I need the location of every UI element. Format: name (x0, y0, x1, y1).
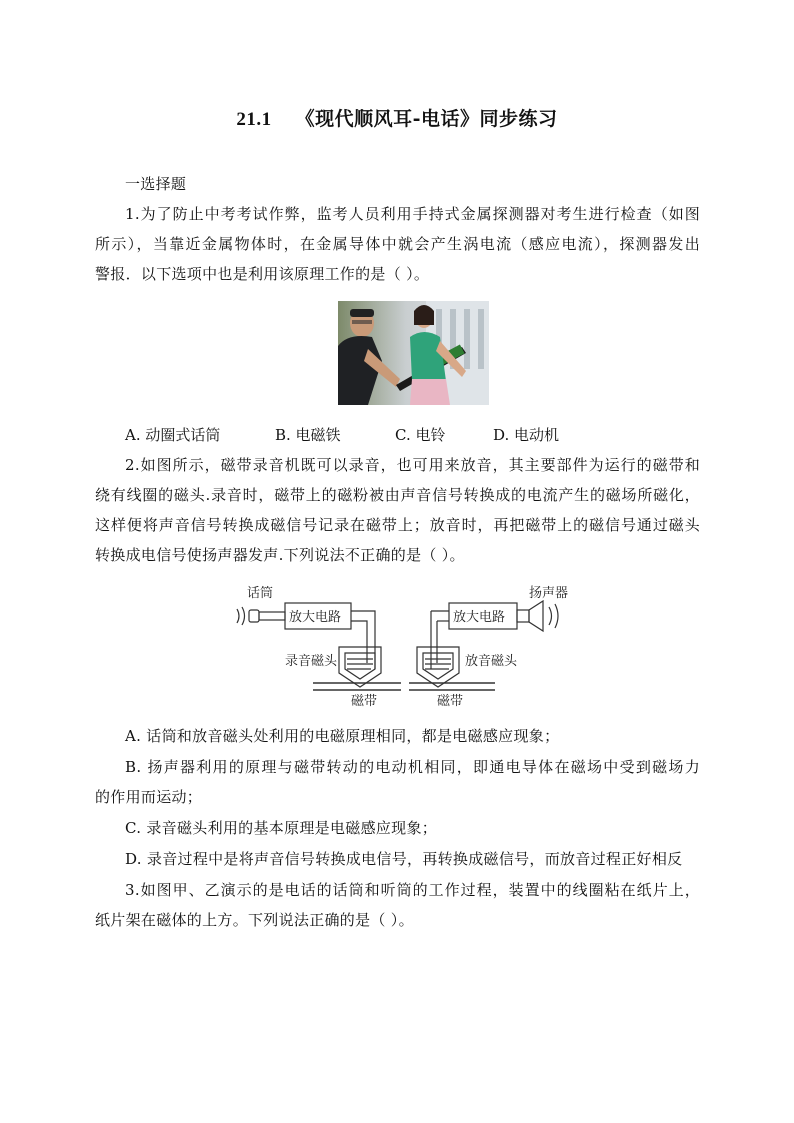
section-heading: 一选择题 (125, 175, 187, 193)
q2-option-d: D. 录音过程中是将声音信号转换成电信号，再转换成磁信号，而放音过程正好相反 (125, 850, 683, 868)
q3-line-1: 3.如图甲、乙演示的是电话的话筒和听筒的工作过程，装置中的线圈粘在纸片上， (125, 881, 700, 899)
speaker-icon (529, 601, 543, 631)
metal-detector-photo (338, 301, 489, 405)
q2-option-c: C. 录音磁头利用的基本原理是电磁感应现象； (125, 819, 438, 837)
q3-line-2: 纸片架在磁体的上方。下列说法正确的是（ ）。 (95, 911, 414, 929)
page-title (0, 104, 794, 131)
q1-line-1: 1.为了防止中考考试作弊，监考人员利用手持式金属探测器对考生进行检查（如图 (125, 205, 700, 223)
q2-option-b-cont: 的作用而运动； (95, 788, 203, 806)
tape-recorder-diagram (233, 583, 575, 711)
q1-option-b: B. 电磁铁 (275, 426, 341, 444)
q1-options (125, 424, 559, 445)
q1-option-c: C. 电铃 (395, 426, 446, 444)
title-number: 21.1 (236, 109, 272, 130)
label-amp-left: 放大电路 (289, 610, 342, 625)
q2-line-2: 绕有线圈的磁头.录音时，磁带上的磁粉被由声音信号转换成的电流产生的磁场所磁化， (95, 486, 700, 504)
q2-option-a: A. 话筒和放音磁头处利用的电磁原理相同，都是电磁感应现象； (125, 727, 560, 745)
q2-line-3: 这样便将声音信号转换成磁信号记录在磁带上；放音时，再把磁带上的磁信号通过磁头 (95, 516, 700, 534)
title-text: 《现代顺风耳-电话》同步练习 (295, 108, 558, 130)
q1-line-2: 所示），当靠近金属物体时，在金属导体中就会产生涡电流（感应电流），探测器发出 (95, 235, 700, 253)
q2-line-1: 2.如图所示，磁带录音机既可以录音，也可用来放音，其主要部件为运行的磁带和 (125, 456, 700, 474)
label-tape-right: 磁带 (437, 694, 464, 709)
label-amp-right: 放大电路 (453, 610, 506, 625)
label-play-head: 放音磁头 (465, 654, 518, 669)
label-tape-left: 磁带 (351, 694, 378, 709)
q1-line-3: 警报．以下选项中也是利用该原理工作的是（ ）。 (95, 265, 430, 283)
label-speaker: 扬声器 (529, 586, 569, 601)
q1-option-a: A. 动圈式话筒 (125, 426, 221, 444)
microphone-icon (249, 610, 259, 622)
q1-option-d: D. 电动机 (493, 426, 560, 444)
label-record-head: 录音磁头 (285, 654, 338, 669)
q2-line-4: 转换成电信号使扬声器发声.下列说法不正确的是（ ）。 (95, 546, 465, 564)
label-mic: 话筒 (247, 586, 274, 601)
q2-option-b: B. 扬声器利用的原理与磁带转动的电动机相同，即通电导体在磁场中受到磁场力 (125, 758, 700, 776)
